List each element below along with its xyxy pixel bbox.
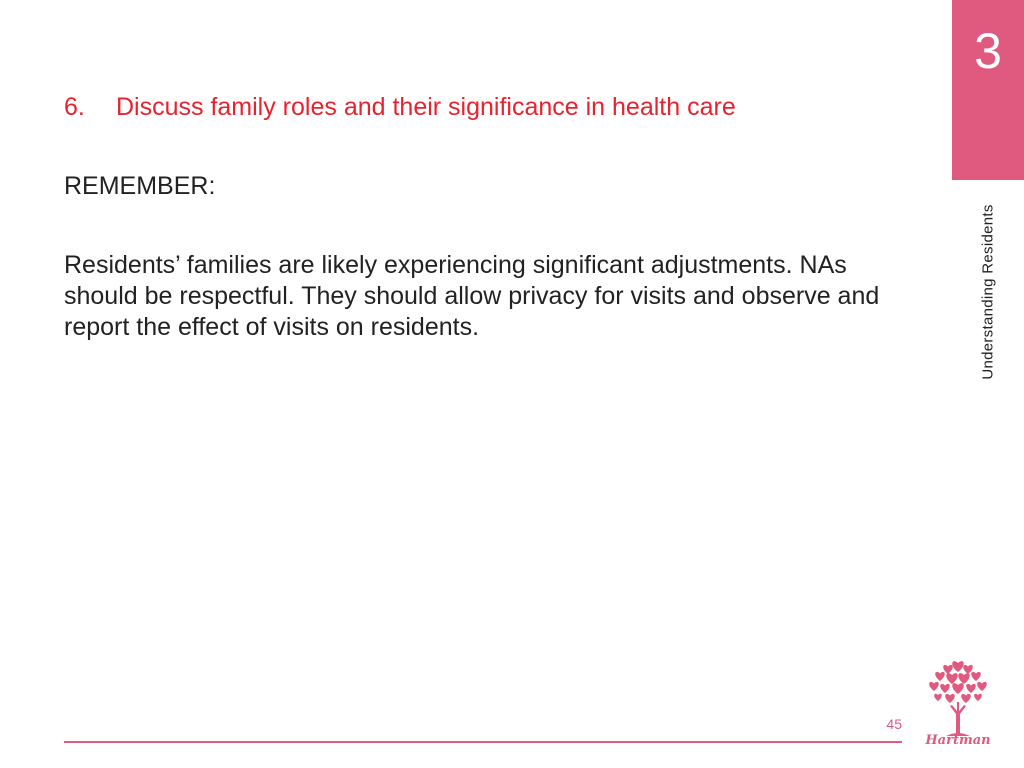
- heart-leaf: [929, 682, 939, 691]
- chapter-tab: [952, 0, 1024, 180]
- remember-heading: REMEMBER:: [64, 172, 216, 200]
- heart-leaf: [971, 672, 981, 681]
- heart-leaf: [963, 665, 973, 674]
- learning-objective: [64, 90, 736, 124]
- page-number: 45: [886, 716, 902, 732]
- heart-leaf: [974, 694, 982, 701]
- body-paragraph: Residents’ families are likely experiencing significant adjustments. NAs should be respectful. They should allow privacy for visits and observe and report the effect of visits on residents.: [64, 251, 880, 341]
- heart-leaf: [935, 672, 945, 681]
- heart-leaf: [934, 694, 942, 701]
- heart-leaf: [940, 684, 950, 693]
- chapter-number: 3: [974, 23, 1002, 79]
- heart-leaf: [966, 684, 976, 693]
- objective-number: 6.: [64, 93, 85, 121]
- heart-leaf: [952, 683, 963, 694]
- heart-leaf: [961, 694, 971, 703]
- footer-divider: [64, 741, 902, 743]
- chapter-title: Understanding Residents: [979, 204, 997, 380]
- heart-leaf: [946, 673, 957, 684]
- objective-text: Discuss family roles and their significance in health care: [116, 93, 736, 121]
- logo-wordmark: Hartman: [925, 733, 991, 748]
- heart-leaf: [945, 694, 955, 703]
- heart-leaf: [943, 665, 953, 674]
- heart-leaf: [958, 673, 969, 684]
- heart-leaf: [952, 661, 963, 672]
- heart-leaf: [977, 682, 987, 691]
